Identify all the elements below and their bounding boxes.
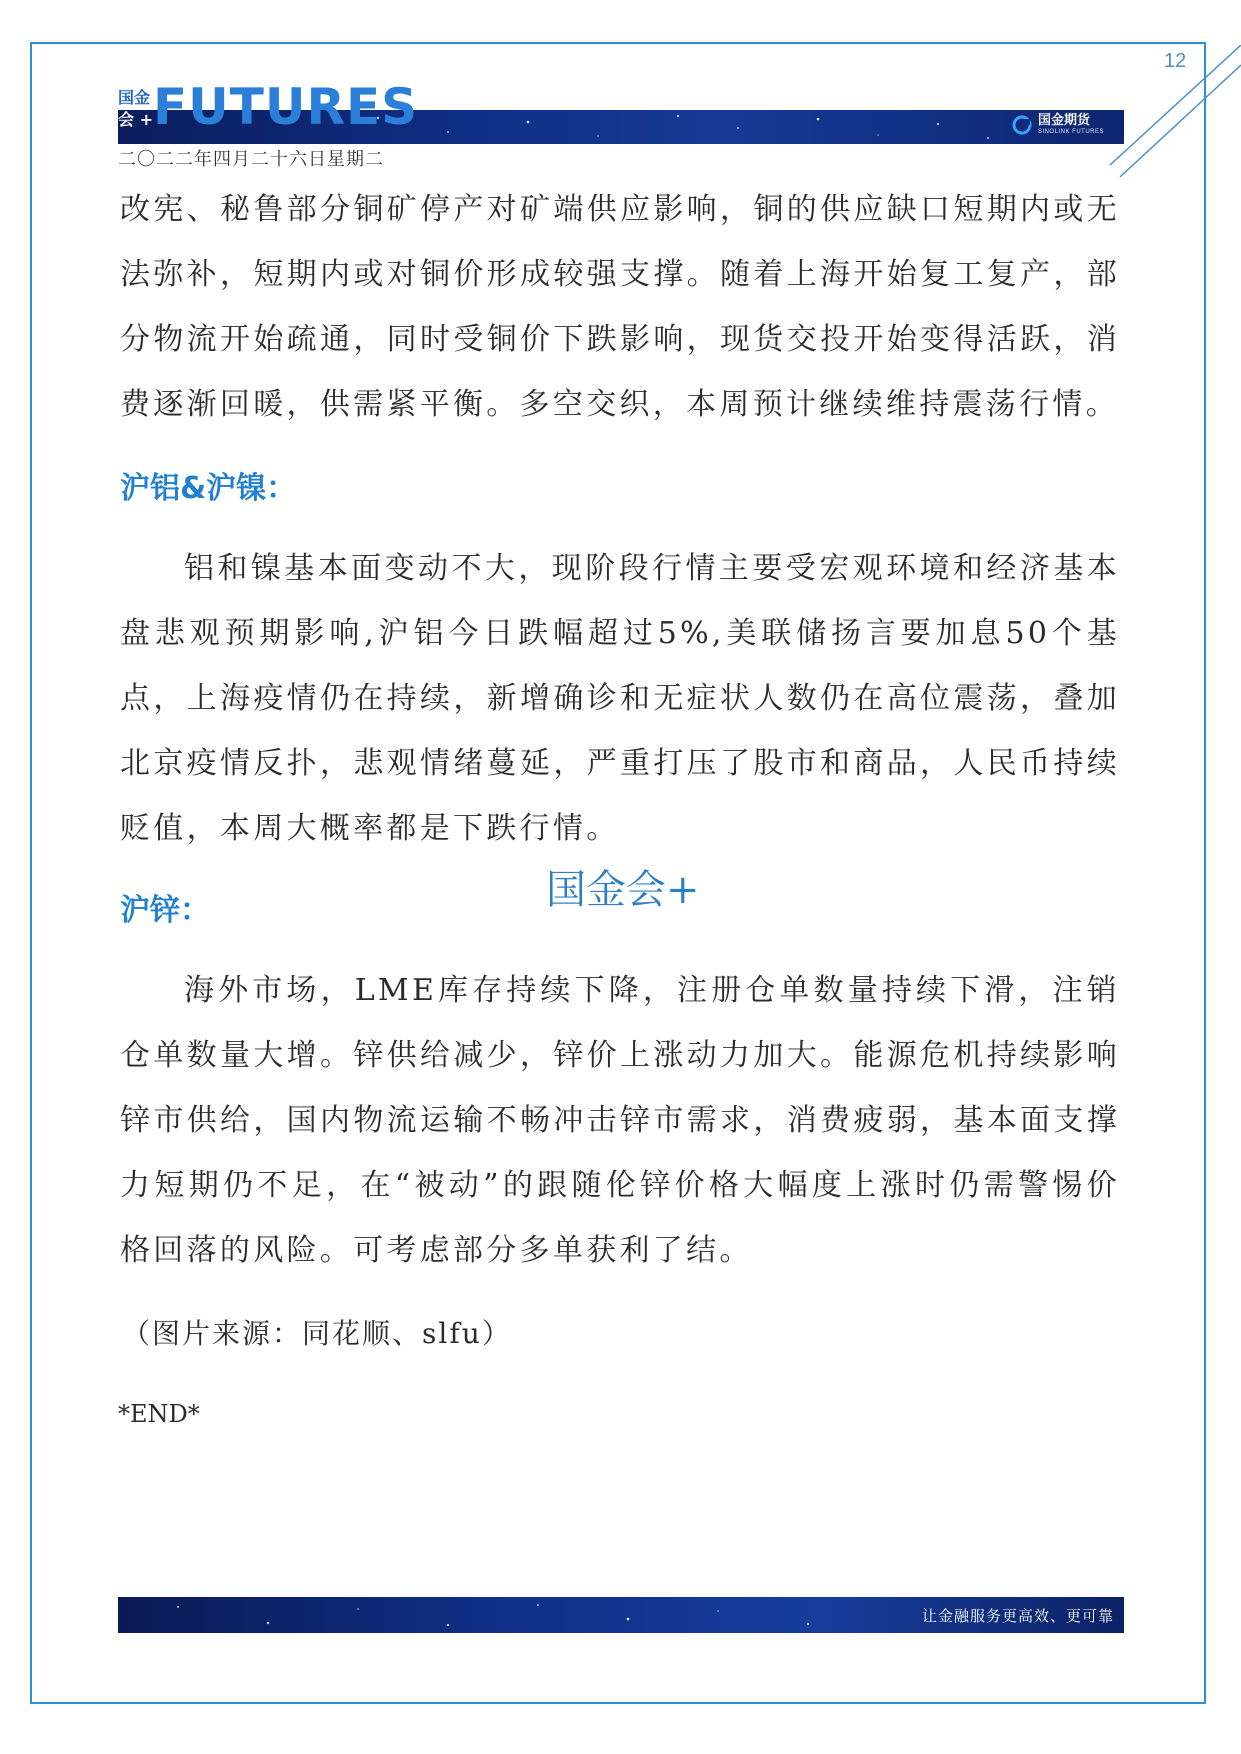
- brand-cn-bottom: 会 +: [118, 110, 153, 129]
- report-date: 二〇二二年四月二十六日星期二: [118, 149, 384, 170]
- copper-paragraph: 改宪、秘鲁部分铜矿停产对矿端供应影响，铜的供应缺口短期内或无法弥补，短期内或对铜价形成较强支撑。随着上海开始复工复产，部分物流开始疏通，同时受铜价下跌影响，现货交投开始变得活跃，消费逐渐回暖，供需紧平衡。多空交织，本周预计继续维持震荡行情。: [120, 192, 1120, 422]
- logo-mark-icon: [1012, 115, 1032, 135]
- company-logo: [1012, 114, 1104, 136]
- image-source-note: （图片来源：同花顺、slfu）: [122, 1317, 512, 1350]
- zinc-paragraph: 海外市场，LME库存持续下降，注册仓单数量持续下滑，注销仓单数量大增。锌供给减少，锌价上涨动力加大。能源危机持续影响锌市供给，国内物流运输不畅冲击锌市需求，消费疲弱，基本面支撑力短期仍不足，在“被动”的跟随伦锌价格大幅度上涨时仍需警惕价格回落的风险。可考虑部分多单获利了结。: [120, 973, 1120, 1268]
- brand-cn-top: 国金: [118, 88, 151, 107]
- logo-cn-text: 国金期货: [1038, 113, 1091, 128]
- footer-banner: [118, 1597, 1124, 1633]
- aluminum-nickel-heading: 沪铝&沪镍：: [120, 471, 297, 506]
- logo-en-text: SINOLINK FUTURES: [1038, 129, 1105, 135]
- watermark-text: 国金会+: [546, 867, 700, 913]
- aluminum-nickel-paragraph: 铝和镍基本面变动不大，现阶段行情主要受宏观环境和经济基本盘悲观预期影响,沪铝今日跌幅超过5%,美联储扬言要加息50个基点，上海疫情仍在持续，新增确诊和无症状人数仍在高位震荡，叠加北京疫情反扑，悲观情绪蔓延，严重打压了股市和商品，人民币持续贬值，本周大概率都是下跌行情。: [120, 551, 1120, 846]
- footer-slogan: 让金融服务更高效、更可靠: [921, 1607, 1114, 1625]
- zinc-heading: 沪锌：: [120, 893, 210, 928]
- page-number: 12: [1164, 50, 1187, 72]
- end-marker: *END*: [118, 1400, 200, 1428]
- brand-futures-wordmark: FUTURES: [153, 78, 419, 136]
